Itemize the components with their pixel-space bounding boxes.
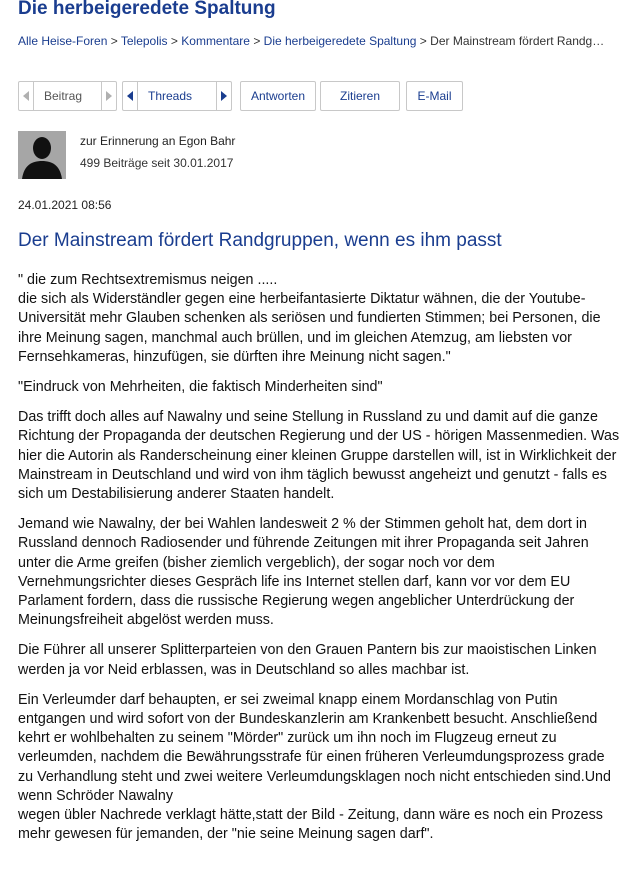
post-paragraph: Ein Verleumder darf behaupten, er sei zweimal knapp einem Mordanschlag von Putin entgangen und wird sofort von der Bundeskanzlerin am Krankenbett besucht. Anschließend kehrt er wohlbehalten zu seinem "Mörder" zurück um ihn noch im Flugzeug erneut zu verleumden, nachdem die Bewährungsstrafe für einen früheren Verleumdungsprozess grade zu Verhandlung steht und zwei weitere Verleumdungsklagen noch nicht entschieden sind.Und wenn Schröder Nawalny wegen übler Nachrede verklagt hätte,statt der Bild - Zeitung, dann wäre es noch ein Prozess mehr gewesen für jemanden, der "nie seine Meinung sagen darf". — [18, 691, 611, 843]
breadcrumb-separator: > — [110, 34, 118, 48]
threads-label[interactable]: Threads — [148, 89, 193, 103]
post-paragraph: Das trifft doch alles auf Nawalny und seine Stellung in Russland zu und damit auf die ganze Richtung der Propaganda der deutschen Regierung und der US - hörigen Massenmedien. Was hier die Autorin als Randerscheinung einer kleinen Gruppe darstellen will, ist in Wirklichkeit der Mainstream in Deutschland und wird von ihm täglich bewusst angeheizt und genutzt - falls es sich um Destabilisierung anderer Staaten handelt. — [18, 409, 620, 503]
post-title: Der Mainstream fördert Randgruppen, wenn es ihm passt — [18, 230, 502, 251]
beitrag-nav — [18, 81, 117, 111]
breadcrumb-separator: > — [419, 34, 427, 48]
quote-button[interactable]: Zitieren — [320, 81, 400, 111]
post-paragraph: Die Führer all unserer Splitterparteien von den Grauen Pantern bis zur maoistischen Linken werden ja vor Neid erblassen, was in Deutschland so alles machbar ist. — [18, 642, 597, 678]
post-body — [18, 271, 623, 855]
breadcrumb-item-alle-heise-foren[interactable]: Alle Heise-Foren — [18, 34, 108, 48]
beitrag-label: Beitrag — [44, 89, 83, 103]
email-button[interactable]: E-Mail — [406, 81, 463, 111]
chevron-right-icon — [106, 91, 112, 101]
chevron-right-icon — [221, 91, 227, 101]
post-paragraph: Jemand wie Nawalny, der bei Wahlen landesweit 2 % der Stimmen geholt hat, dem dort in Russland dennoch Radiosender und führende Zeitungen mit ihrer Propaganda seit Jahren unter die Arme greifen (bisher ziemlich vergeblich), der sogar noch vor dem Vernehmungsrichter dieses Gespräch life ins Internet stellen darf, kann vor vor dem EU Parlament fordern, dass die russische Regierung wegen angeblicher Unterdrückung der Meinungsfreiheit abgelöst werden muss. — [18, 516, 589, 629]
breadcrumb-separator: > — [253, 34, 261, 48]
avatar[interactable] — [18, 131, 66, 179]
next-thread-button[interactable] — [216, 82, 231, 110]
threads-nav — [122, 81, 232, 111]
post-date: 24.01.2021 08:56 — [18, 198, 112, 212]
next-post-button[interactable] — [101, 82, 116, 110]
previous-thread-button[interactable] — [123, 82, 138, 110]
author-name[interactable]: zur Erinnerung an Egon Bahr — [80, 134, 236, 148]
page-title[interactable]: Die herbeigeredete Spaltung — [18, 0, 276, 19]
post-paragraph: " die zum Rechtsextremismus neigen ..... die sich als Widerständler gegen eine herbeifantasierte Diktatur wähnen, die der Youtube-Universität mehr Glauben schenken als seriösen und fundierten Stimmen; bei Personen, die ihre Meinung sagen, manchmal auch brüllen, und im gleichen Atemzug, am liebsten vor Fernsehkameras, hinzufügen, sie dürften ihre Meinung nicht sagen." — [18, 272, 601, 365]
breadcrumb — [18, 34, 604, 48]
breadcrumb-separator: > — [170, 34, 178, 48]
breadcrumb-item-telepolis[interactable]: Telepolis — [120, 34, 168, 48]
chevron-left-icon — [23, 91, 29, 101]
chevron-left-icon — [127, 91, 133, 101]
breadcrumb-current: Der Mainstream fördert Randg… — [430, 34, 605, 48]
reply-button[interactable]: Antworten — [240, 81, 316, 111]
breadcrumb-item-kommentare[interactable]: Kommentare — [181, 34, 250, 48]
user-silhouette-icon — [18, 131, 66, 179]
breadcrumb-item-thread[interactable]: Die herbeigeredete Spaltung — [263, 34, 417, 48]
author-post-count: 499 Beiträge seit 30.01.2017 — [80, 156, 234, 170]
previous-post-button[interactable] — [19, 82, 34, 110]
post-paragraph: "Eindruck von Mehrheiten, die faktisch Minderheiten sind" — [18, 379, 383, 396]
